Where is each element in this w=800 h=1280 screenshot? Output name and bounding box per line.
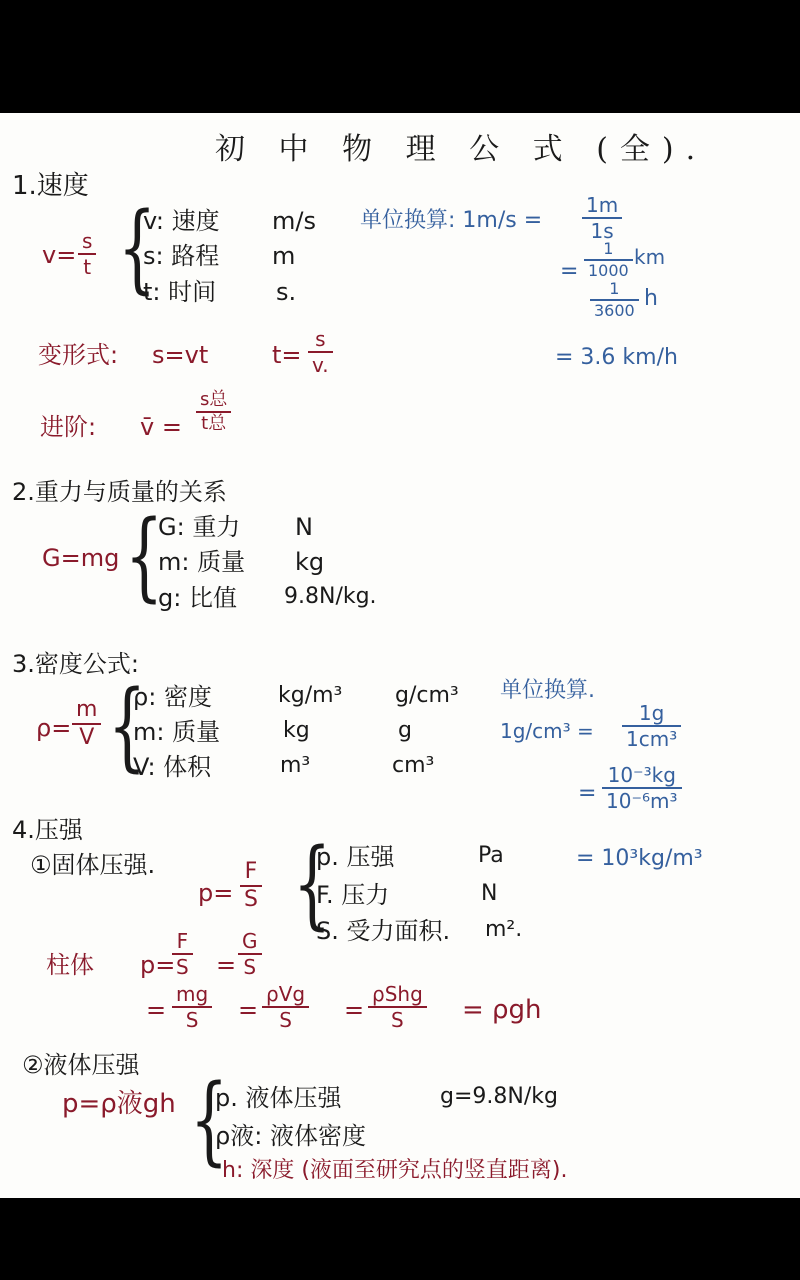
dconv2-num: 10⁻³kg: [607, 763, 676, 787]
density-num: m: [76, 697, 98, 722]
section-3-heading: 3.密度公式:: [12, 650, 139, 678]
liquid-row-2-sym: ρ液: 液体密度: [215, 1122, 366, 1150]
col-f5-num: ρShg: [372, 982, 423, 1006]
conv1-num: 1m: [586, 193, 619, 217]
density-conversion-lhs: 1g/cm³ =: [500, 719, 594, 743]
col-f2-den: S: [243, 955, 257, 979]
variant2-den: v.: [312, 353, 329, 377]
speed-variant-label: 变形式:: [38, 341, 119, 369]
speed-variant-2-fraction: [308, 329, 333, 375]
speed-formula-fraction: [78, 231, 96, 277]
density-row-2-unit1: kg: [283, 718, 310, 743]
liquid-row-3-sym: h: 深度 (液面至研究点的竖直距离).: [222, 1158, 568, 1183]
density-row-2-sym: m: 质量: [133, 718, 221, 746]
gravity-row-2-unit: kg: [295, 548, 325, 576]
density-formula-lhs: ρ=: [36, 714, 72, 742]
conv2-num: 1: [603, 239, 614, 258]
col-f4-num: ρVg: [266, 982, 306, 1006]
column-p: p=: [140, 951, 176, 979]
solid-row-3-sym: S. 受力面积.: [316, 917, 451, 945]
gravity-row-3-sym: g: 比值: [158, 584, 237, 612]
column-fraction-3: [172, 984, 212, 1030]
density-den: V: [79, 725, 95, 750]
speed-conversion-eq-2: =: [560, 259, 579, 284]
gravity-brace: {: [125, 501, 164, 613]
speed-row-2-unit: m: [272, 242, 296, 270]
gravity-row-2-sym: m: 质量: [158, 548, 246, 576]
density-conversion-fraction-1: [622, 703, 681, 749]
solid-row-1-sym: p. 压强: [316, 843, 395, 871]
speed-variant-2-lhs: t=: [272, 341, 302, 369]
liquid-pressure-brace: {: [190, 1065, 229, 1177]
density-row-1-unit1: kg/m³: [278, 683, 343, 708]
solid-num: F: [244, 859, 258, 884]
dconv1-num: 1g: [638, 701, 665, 725]
advanced-num: s总: [200, 389, 228, 410]
column-eq-4: =: [344, 996, 365, 1024]
density-row-3-unit1: m³: [280, 753, 311, 778]
liquid-pressure-subheading: ②液体压强: [22, 1051, 140, 1079]
speed-conversion-unit-h: h: [644, 286, 658, 311]
dconv2-den: 10⁻⁶m³: [606, 789, 678, 813]
density-conversion-label: 单位换算.: [500, 678, 595, 703]
solid-den: S: [244, 887, 258, 912]
speed-formula-den: t: [83, 255, 92, 279]
speed-conversion-fraction-1: [582, 195, 622, 241]
solid-pressure-fraction: [240, 861, 262, 911]
conv1-den: 1s: [590, 219, 614, 243]
col-f1-den: S: [176, 955, 189, 979]
col-f4-den: S: [279, 1008, 292, 1032]
speed-conversion-fraction-3: [590, 281, 639, 319]
speed-row-1-unit: m/s: [272, 207, 316, 235]
solid-row-3-unit: m².: [485, 917, 523, 942]
speed-conversion-result: = 3.6 km/h: [555, 345, 678, 370]
density-conversion-result: = 10³kg/m³: [576, 846, 703, 871]
col-f3-den: S: [185, 1008, 199, 1032]
column-fraction-4: [262, 984, 309, 1030]
column-label: 柱体: [46, 951, 94, 979]
gravity-row-1-unit: N: [295, 513, 313, 541]
gravity-row-3-unit: 9.8N/kg.: [284, 584, 377, 609]
liquid-row-1-sym: p. 液体压强: [215, 1084, 342, 1112]
gravity-formula: G=mg: [42, 544, 120, 572]
speed-conversion-label: 单位换算: 1m/s =: [360, 208, 543, 233]
density-row-1-sym: ρ: 密度: [133, 683, 212, 711]
col-f1-num: F: [176, 929, 189, 953]
speed-formula-num: s: [82, 229, 93, 253]
solid-row-1-unit: Pa: [478, 843, 504, 868]
column-fraction-5: [368, 984, 427, 1030]
column-result: = ρgh: [462, 995, 542, 1025]
density-row-3-sym: V: 体积: [133, 753, 212, 781]
solid-row-2-sym: F. 压力: [316, 881, 390, 909]
speed-advanced-label: 进阶:: [40, 413, 97, 441]
speed-brace: {: [118, 193, 157, 305]
speed-advanced-fraction: [196, 391, 231, 433]
speed-row-3-sym: t: 时间: [143, 278, 217, 306]
column-eq-1: =: [216, 951, 237, 979]
variant2-num: s: [315, 327, 326, 351]
section-1-heading: 1.速度: [12, 171, 89, 201]
column-fraction-2: [238, 931, 262, 977]
notes-page: [0, 113, 800, 1198]
col-f5-den: S: [391, 1008, 404, 1032]
advanced-den: t总: [201, 413, 227, 434]
density-row-1-unit2: g/cm³: [395, 683, 459, 708]
solid-pressure-subheading: ①固体压强.: [30, 851, 156, 879]
liquid-pressure-formula: p=ρ液gh: [62, 1089, 176, 1119]
speed-row-1-sym: v: 速度: [143, 207, 220, 235]
speed-row-2-sym: s: 路程: [143, 242, 220, 270]
density-row-2-unit2: g: [398, 718, 412, 743]
density-formula-fraction: [72, 699, 101, 749]
liquid-row-3: [222, 1160, 568, 1182]
dconv1-den: 1cm³: [626, 727, 678, 751]
conv2-den: 1000: [588, 261, 629, 280]
column-fraction-1: [172, 931, 193, 977]
section-2-heading: 2.重力与质量的关系: [12, 478, 227, 506]
speed-variant-1: s=vt: [152, 341, 209, 369]
page-title: 初 中 物 理 公 式 (全).: [215, 132, 708, 167]
density-row-3-unit2: cm³: [392, 753, 435, 778]
speed-conversion-unit-km: km: [634, 245, 666, 269]
speed-conversion-fraction-2: [584, 241, 633, 279]
solid-pressure-formula-lhs: p=: [198, 879, 234, 907]
speed-row-3-unit: s.: [276, 278, 297, 306]
density-brace: {: [108, 671, 147, 783]
conv3-num: 1: [609, 279, 620, 298]
col-f3-num: mg: [176, 982, 209, 1006]
liquid-row-1-extra: g=9.8N/kg: [440, 1084, 558, 1109]
density-conversion-fraction-2: [602, 765, 682, 811]
speed-formula-lhs: v=: [42, 241, 77, 269]
speed-advanced-lhs: v̄ =: [140, 413, 182, 441]
conv3-den: 3600: [594, 301, 635, 320]
density-conversion-eq-2: =: [578, 781, 597, 806]
section-4-heading: 4.压强: [12, 816, 83, 844]
column-eq-2: =: [146, 996, 167, 1024]
solid-row-2-unit: N: [481, 881, 498, 906]
column-eq-3: =: [238, 996, 259, 1024]
col-f2-num: G: [242, 929, 258, 953]
gravity-row-1-sym: G: 重力: [158, 513, 241, 541]
solid-pressure-brace: {: [293, 829, 332, 941]
